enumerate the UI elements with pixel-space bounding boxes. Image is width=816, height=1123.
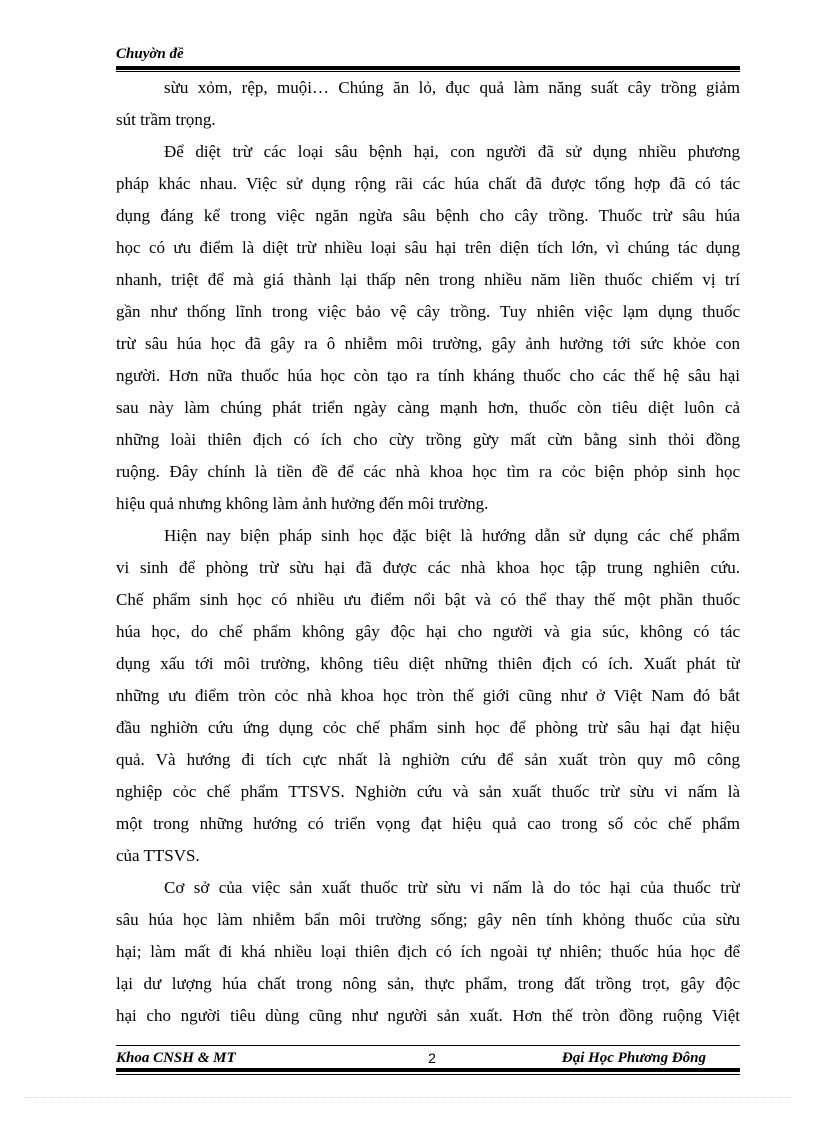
text-line: dụng đáng kể trong việc ngăn ngừa sâu bệnh cho cây trồng. Thuốc trừ sâu húa (116, 206, 740, 225)
header-rule-thick (116, 66, 740, 70)
footer-university: Đại Học Phương Đông (561, 1050, 706, 1066)
footer-rule-thick (116, 1068, 740, 1072)
text-line: nghiệp cỏc chế phẩm TTSVS. Nghiờn cứu và sản xuất thuốc trừ sừu vi nấm là (116, 782, 740, 801)
page-edge-divider (24, 1097, 792, 1098)
text-line: nhanh, triệt để mà giá thành lại thấp nên trong nhiều năm liền thuốc chiếm vị trí (116, 270, 740, 289)
text-line: sừu xỏm, rệp, muội… Chúng ăn lỏ, đục quả làm năng suất cây trồng giảm (164, 78, 740, 97)
text-line: hiệu quả nhưng không làm ảnh hưởng đến môi trường. (116, 494, 489, 513)
text-line: Hiện nay biện pháp sinh học đặc biệt là hướng dẫn sử dụng các chế phẩm (164, 526, 740, 545)
text-line: những loài thiên địch có ích cho cừy trồng gừy mất cừn bằng sinh thỏi đồng (116, 430, 740, 449)
text-line: những ưu điểm tròn cỏc nhà khoa học tròn thế giới cũng như ở Việt Nam đó bắt (116, 686, 740, 705)
text-line: của TTSVS. (116, 846, 200, 865)
text-line: quả. Và hướng đi tích cực nhất là nghiờn cứu để sản xuất tròn quy mô công (116, 750, 740, 769)
footer-rule-thin (116, 1074, 740, 1075)
text-line: ruộng. Đây chính là tiền đề để các nhà khoa học tìm ra cỏc biện phỏp sinh học (116, 462, 740, 481)
text-line: đầu nghiờn cứu ứng dụng cỏc chế phẩm sinh học để phòng trừ sâu hại đạt hiệu (116, 718, 740, 737)
text-line: sâu húa học làm nhiễm bẩn môi trường sống; gây nên tính khỏng thuốc của sừu (116, 910, 740, 929)
text-line: vi sinh để phòng trừ sừu hại đã được các nhà khoa học tập trung nghiên cứu. (116, 558, 740, 577)
text-line: sút trầm trọng. (116, 110, 216, 129)
text-line: Chế phẩm sinh học có nhiều ưu điểm nổi bật và có thể thay thế một phần thuốc (116, 590, 740, 609)
text-line: trừ sâu húa học đã gây ra ô nhiễm môi trường, gây ảnh hưởng tới sức khỏe con (116, 334, 740, 353)
page-number: 2 (428, 1050, 436, 1066)
text-line: Để diệt trừ các loại sâu bệnh hại, con người đã sử dụng nhiều phương (164, 142, 740, 161)
body-text (116, 72, 740, 1032)
text-line: học có ưu điểm là diệt trừ nhiều loại sâu hại trên diện tích lớn, vì chúng tác dụng (116, 238, 740, 257)
text-line: hại; làm mất đi khá nhiều loại thiên địch có ích ngoài tự nhiên; thuốc húa học để (116, 942, 740, 961)
text-line: dụng xấu tới môi trường, không tiêu diệt những thiên địch có ích. Xuất phát từ (116, 654, 740, 673)
text-line: húa học, do chế phẩm không gây độc hại cho người và gia súc, không có tác (116, 622, 740, 641)
text-line: gần như thống lĩnh trong việc bảo vệ cây trồng. Tuy nhiên việc lạm dụng thuốc (116, 302, 740, 321)
text-line: một trong những hướng có triển vọng đạt hiệu quả cao trong số cỏc chế phẩm (116, 814, 740, 833)
text-line: Cơ sở của việc sản xuất thuốc trừ sừu vi nấm là do tỏc hại của thuốc trừ (164, 878, 740, 897)
footer-rule-top (116, 1045, 740, 1046)
text-line: sau này làm chúng phát triển ngày càng mạnh hơn, thuốc còn tiêu diệt luôn cả (116, 398, 740, 417)
text-line: lại dư lượng húa chất trong nông sản, thực phẩm, trong đất trồng trọt, gây độc (116, 974, 740, 993)
text-line: pháp khác nhau. Việc sử dụng rộng rãi các húa chất đã được tổng hợp đã có tác (116, 174, 740, 193)
footer-department: Khoa CNSH & MT (116, 1050, 236, 1066)
text-line: hại cho người tiêu dùng cũng như người sản xuất. Hơn thế tròn đồng ruộng Việt (116, 1006, 740, 1025)
text-line: người. Hơn nữa thuốc húa học còn tạo ra tính kháng thuốc cho các thế hệ sâu hại (116, 366, 740, 385)
header-title: Chuyờn đề (116, 46, 184, 62)
